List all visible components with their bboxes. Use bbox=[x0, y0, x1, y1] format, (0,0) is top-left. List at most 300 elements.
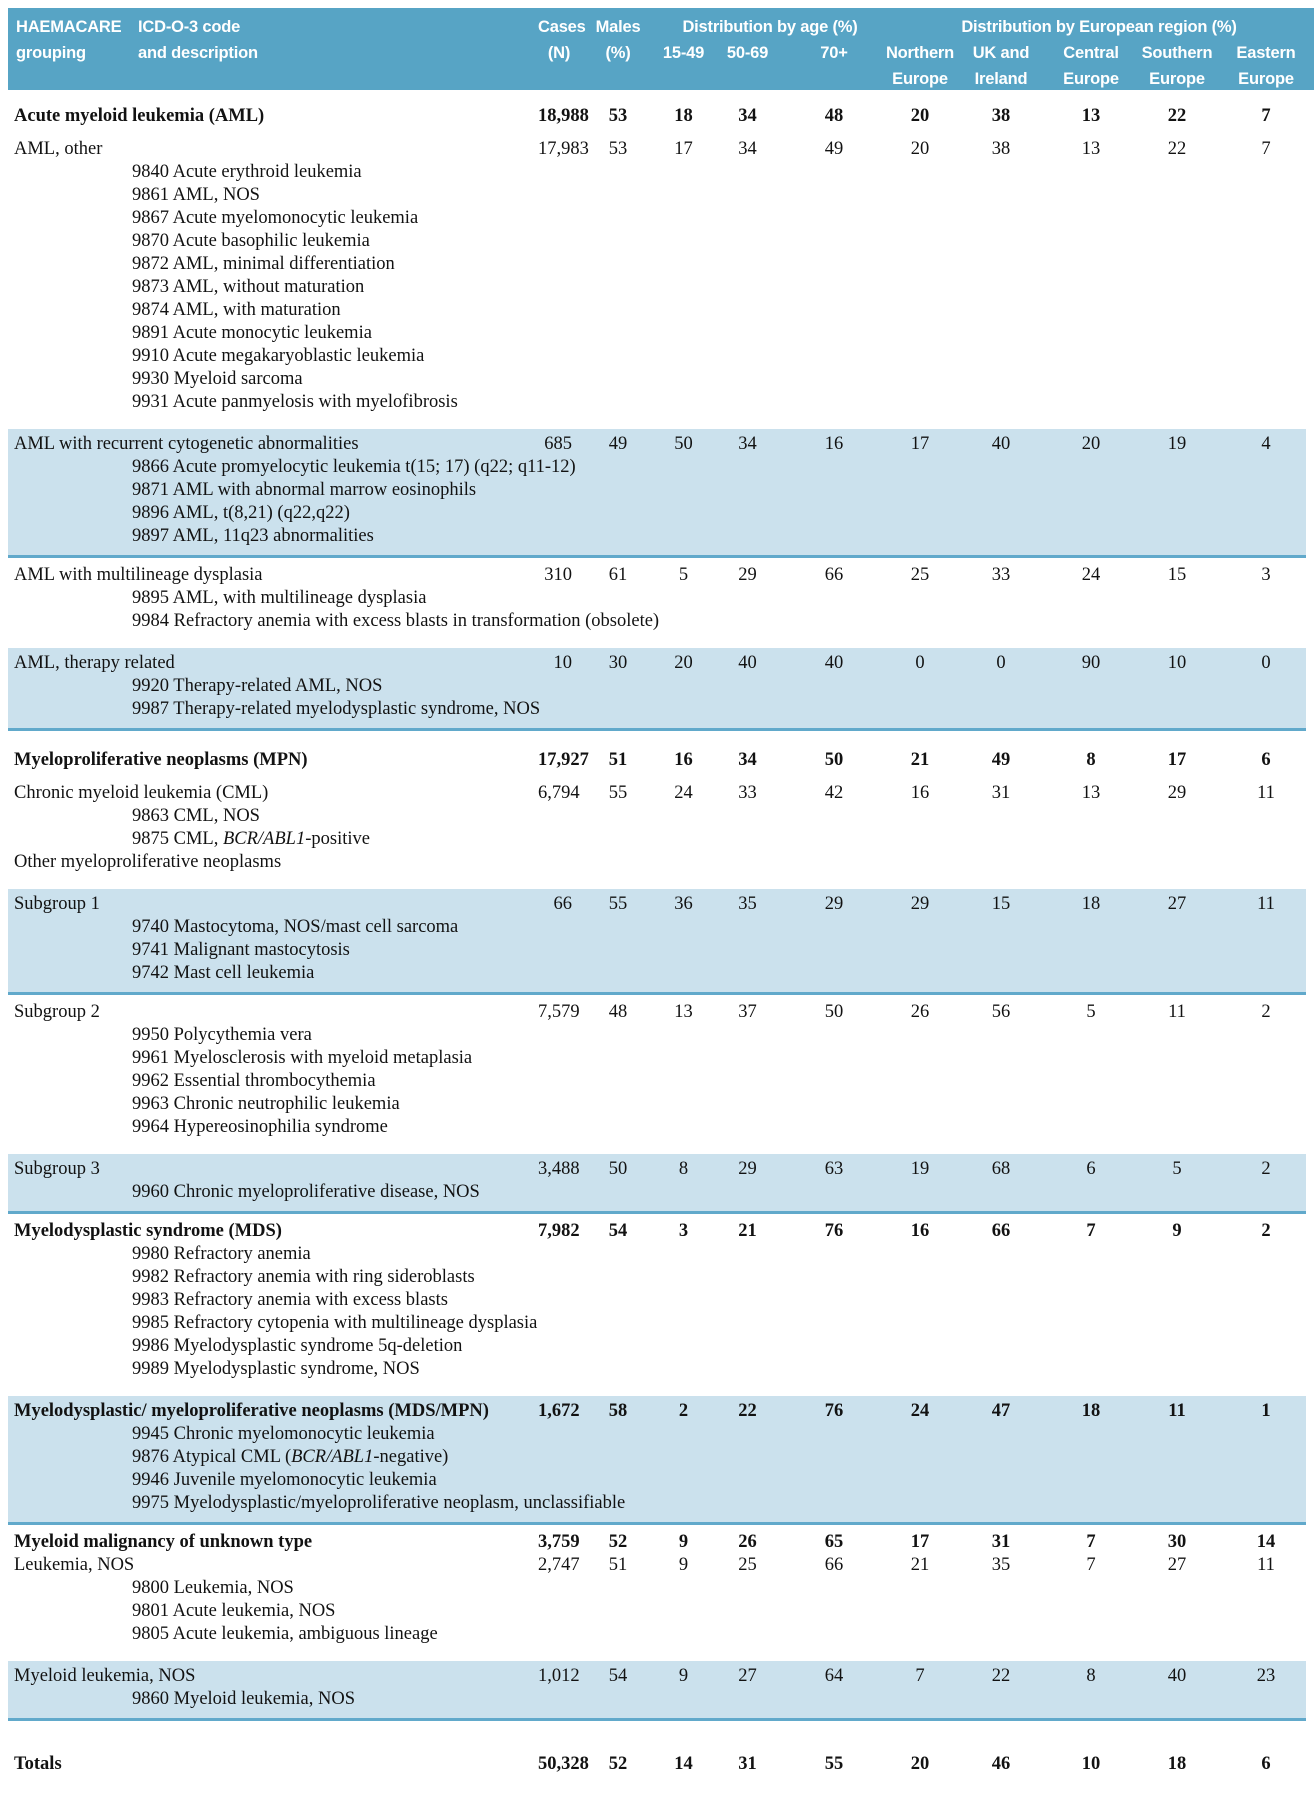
cell-southern-europe: 5 bbox=[1172, 1159, 1182, 1179]
table-row bbox=[8, 749, 1306, 772]
header-region-span-label: Distribution by European region (%) bbox=[961, 18, 1237, 36]
label-text: -negative) bbox=[373, 1447, 449, 1467]
cell-central-europe: 13 bbox=[1081, 106, 1101, 126]
row-label: AML, therapy related bbox=[14, 653, 175, 673]
highlight-band bbox=[8, 1661, 1306, 1721]
table-row bbox=[8, 1665, 1306, 1688]
icd-code-row bbox=[8, 610, 1306, 633]
cell-age-50-69: 40 bbox=[738, 653, 757, 673]
label-text: -positive bbox=[305, 829, 370, 849]
cell-age-15-49: 9 bbox=[678, 1555, 689, 1575]
cell-uk-ireland: 56 bbox=[991, 1002, 1011, 1022]
icd-code-row bbox=[8, 230, 1306, 253]
icd-code-label: 9860 Myeloid leukemia, NOS bbox=[132, 1689, 356, 1709]
cell-age-70plus: 55 bbox=[824, 1754, 844, 1774]
cell-males: 30 bbox=[608, 653, 628, 673]
cell-males: 50 bbox=[608, 1159, 628, 1179]
table-row bbox=[8, 1531, 1306, 1554]
cell-age-15-49: 13 bbox=[674, 1002, 693, 1022]
icd-code-row bbox=[8, 345, 1306, 368]
icd-code-row bbox=[8, 1070, 1306, 1093]
row-label: Subgroup 2 bbox=[14, 1002, 100, 1022]
cell-age-70plus: 64 bbox=[824, 1666, 844, 1686]
cell-uk-ireland: 38 bbox=[991, 106, 1011, 126]
icd-code-label: 9740 Mastocytoma, NOS/mast cell sarcoma bbox=[132, 917, 459, 937]
cell-southern-europe: 17 bbox=[1167, 750, 1187, 770]
cell-cases: 1,672 bbox=[538, 1401, 580, 1421]
cell-eastern-europe: 7 bbox=[1261, 139, 1271, 159]
table-row bbox=[8, 1158, 1306, 1181]
icd-code-label: 9871 AML with abnormal marrow eosinophils bbox=[132, 480, 477, 500]
header-age-15-49: 15-49 bbox=[662, 44, 705, 62]
cell-central-europe: 7 bbox=[1086, 1221, 1096, 1241]
cell-cases: 7,579 bbox=[538, 1002, 580, 1022]
icd-code-label: 9866 Acute promyelocytic leukemia t(15; 17) (q22; q11-12) bbox=[132, 457, 576, 477]
cell-age-15-49: 16 bbox=[674, 750, 693, 770]
icd-code-label: 9985 Refractory cytopenia with multilineage dysplasia bbox=[132, 1313, 538, 1333]
icd-code-row bbox=[8, 805, 1306, 828]
icd-code-row bbox=[8, 1047, 1306, 1070]
cell-uk-ireland: 66 bbox=[991, 1221, 1011, 1241]
cell-cases: 310 bbox=[544, 565, 572, 585]
cell-age-50-69: 22 bbox=[738, 1401, 757, 1421]
cell-central-europe: 18 bbox=[1081, 894, 1101, 914]
icd-code-row bbox=[8, 276, 1306, 299]
cell-northern-europe: 20 bbox=[910, 1754, 930, 1774]
cell-cases: 3,759 bbox=[538, 1532, 580, 1552]
cell-cases: 17,983 bbox=[538, 139, 589, 159]
icd-code-row bbox=[8, 1093, 1306, 1116]
cell-central-europe: 6 bbox=[1086, 1159, 1096, 1179]
icd-code-row bbox=[8, 587, 1306, 610]
icd-code-label: 9961 Myelosclerosis with myeloid metaplasia bbox=[132, 1048, 473, 1068]
table-row bbox=[8, 564, 1306, 587]
cell-uk-ireland: 35 bbox=[991, 1555, 1011, 1575]
cell-males: 51 bbox=[608, 750, 628, 770]
header-central-europe: Europe bbox=[1063, 70, 1119, 88]
cell-age-70plus: 63 bbox=[824, 1159, 844, 1179]
cell-age-15-49: 50 bbox=[674, 434, 693, 454]
header-grouping-description bbox=[8, 14, 538, 92]
cell-southern-europe: 29 bbox=[1167, 783, 1187, 803]
cell-eastern-europe: 11 bbox=[1257, 1555, 1275, 1575]
header-eastern-europe: Europe bbox=[1238, 70, 1294, 88]
icd-code-row bbox=[8, 1116, 1306, 1139]
icd-code-row bbox=[8, 253, 1306, 276]
icd-code-label: 9867 Acute myelomonocytic leukemia bbox=[132, 208, 419, 228]
icd-code-row bbox=[8, 1289, 1306, 1312]
cell-central-europe: 13 bbox=[1081, 783, 1101, 803]
cell-age-70plus: 66 bbox=[824, 565, 844, 585]
icd-code-label: 9931 Acute panmyelosis with myelofibrosis bbox=[132, 392, 458, 412]
table-row bbox=[8, 851, 1306, 874]
row-label: Myelodysplastic/ myeloproliferative neoplasms (MDS/MPN) bbox=[14, 1401, 489, 1421]
cell-northern-europe: 24 bbox=[910, 1401, 930, 1421]
cell-age-50-69: 27 bbox=[738, 1666, 757, 1686]
icd-code-label: 9986 Myelodysplastic syndrome 5q-deletion bbox=[132, 1336, 463, 1356]
icd-code-row bbox=[8, 207, 1306, 230]
table-row bbox=[8, 1753, 1306, 1776]
cell-northern-europe: 0 bbox=[915, 653, 925, 673]
icd-code-label: 9861 AML, NOS bbox=[132, 185, 260, 205]
icd-code-row bbox=[8, 1492, 1306, 1515]
icd-code-row bbox=[8, 1469, 1306, 1492]
icd-code-label: 9983 Refractory anemia with excess blasts bbox=[132, 1290, 448, 1310]
cell-eastern-europe: 1 bbox=[1261, 1401, 1271, 1421]
cell-southern-europe: 19 bbox=[1167, 434, 1187, 454]
icd-code-label: 9742 Mast cell leukemia bbox=[132, 963, 315, 983]
cell-central-europe: 90 bbox=[1081, 653, 1101, 673]
cell-age-50-69: 35 bbox=[738, 894, 757, 914]
cell-eastern-europe: 7 bbox=[1261, 106, 1271, 126]
icd-code-row bbox=[8, 502, 1306, 525]
cell-southern-europe: 30 bbox=[1167, 1532, 1187, 1552]
icd-code-row bbox=[8, 1335, 1306, 1358]
icd-code-label: 9873 AML, without maturation bbox=[132, 277, 365, 297]
cell-eastern-europe: 23 bbox=[1256, 1666, 1276, 1686]
highlight-band bbox=[8, 1154, 1306, 1214]
cell-central-europe: 20 bbox=[1081, 434, 1101, 454]
cell-uk-ireland: 49 bbox=[991, 750, 1011, 770]
cell-uk-ireland: 38 bbox=[991, 139, 1011, 159]
row-group bbox=[8, 1531, 1306, 1646]
cell-males: 61 bbox=[608, 565, 628, 585]
icd-code-label: 9801 Acute leukemia, NOS bbox=[132, 1601, 336, 1621]
cell-age-70plus: 40 bbox=[824, 653, 844, 673]
cell-age-70plus: 50 bbox=[824, 1002, 844, 1022]
cell-males: 53 bbox=[608, 139, 628, 159]
highlight-band bbox=[8, 889, 1306, 995]
row-label: Myeloid leukemia, NOS bbox=[14, 1666, 196, 1686]
icd-code-label: 9870 Acute basophilic leukemia bbox=[132, 231, 370, 251]
cell-age-15-49: 24 bbox=[674, 783, 693, 803]
cell-age-50-69: 34 bbox=[738, 434, 757, 454]
cell-age-50-69: 37 bbox=[738, 1002, 757, 1022]
cell-males: 58 bbox=[608, 1401, 628, 1421]
row-label: Leukemia, NOS bbox=[14, 1555, 135, 1575]
highlight-band bbox=[8, 1396, 1306, 1525]
highlight-band bbox=[8, 648, 1306, 731]
icd-code-label: 9863 CML, NOS bbox=[132, 806, 260, 826]
icd-code-row bbox=[8, 479, 1306, 502]
cell-age-15-49: 18 bbox=[674, 106, 693, 126]
cell-age-70plus: 50 bbox=[824, 750, 844, 770]
header-age-70plus: 70+ bbox=[820, 44, 848, 62]
icd-code-row bbox=[8, 916, 1306, 939]
icd-code-label: 9984 Refractory anemia with excess blasts in transformation (obsolete) bbox=[132, 611, 660, 631]
icd-code-row bbox=[8, 1266, 1306, 1289]
cell-uk-ireland: 40 bbox=[991, 434, 1011, 454]
header-uk-and: UK and bbox=[972, 44, 1030, 62]
cell-age-70plus: 76 bbox=[824, 1221, 844, 1241]
icd-code-label: 9962 Essential thrombocythemia bbox=[132, 1071, 376, 1091]
cell-cases: 50,328 bbox=[538, 1754, 589, 1774]
row-label: AML with multilineage dysplasia bbox=[14, 565, 263, 585]
row-label: Acute myeloid leukemia (AML) bbox=[14, 106, 265, 126]
cell-northern-europe: 25 bbox=[910, 565, 930, 585]
cell-southern-europe: 15 bbox=[1167, 565, 1187, 585]
header-age-distribution bbox=[656, 14, 884, 92]
cell-northern-europe: 20 bbox=[910, 106, 930, 126]
cell-males: 55 bbox=[608, 783, 628, 803]
cell-eastern-europe: 2 bbox=[1261, 1159, 1271, 1179]
cell-northern-europe: 20 bbox=[910, 139, 930, 159]
cell-age-15-49: 36 bbox=[674, 894, 693, 914]
label-text: 9875 CML, bbox=[132, 829, 223, 849]
icd-code-label: 9964 Hypereosinophilia syndrome bbox=[132, 1117, 388, 1137]
table-row bbox=[8, 893, 1306, 916]
header-northern-europe: Europe bbox=[892, 70, 948, 88]
cell-central-europe: 18 bbox=[1081, 1401, 1101, 1421]
icd-code-label: 9982 Refractory anemia with ring sideroblasts bbox=[132, 1267, 475, 1287]
icd-code-label: 9920 Therapy-related AML, NOS bbox=[132, 676, 383, 696]
cell-eastern-europe: 14 bbox=[1256, 1532, 1276, 1552]
cell-southern-europe: 18 bbox=[1167, 1754, 1187, 1774]
icd-code-row bbox=[8, 1577, 1306, 1600]
cell-age-70plus: 49 bbox=[824, 139, 844, 159]
icd-code-row bbox=[8, 1600, 1306, 1623]
header-haemacare: HAEMACARE bbox=[16, 18, 122, 36]
icd-code-label: 9987 Therapy-related myelodysplastic syndrome, NOS bbox=[132, 699, 541, 719]
icd-code-row bbox=[8, 1446, 1306, 1469]
cell-central-europe: 10 bbox=[1081, 1754, 1101, 1774]
header-males bbox=[580, 14, 656, 92]
icd-code-row bbox=[8, 1623, 1306, 1646]
cell-cases: 10 bbox=[553, 653, 572, 673]
cell-southern-europe: 27 bbox=[1167, 894, 1187, 914]
icd-code-label: 9989 Myelodysplastic syndrome, NOS bbox=[132, 1359, 420, 1379]
row-label: Other myeloproliferative neoplasms bbox=[14, 852, 282, 872]
cell-age-15-49: 2 bbox=[678, 1401, 689, 1421]
icd-code-label bbox=[8, 1446, 1314, 1469]
icd-code-row bbox=[8, 939, 1306, 962]
cell-northern-europe: 19 bbox=[910, 1159, 930, 1179]
cell-age-50-69: 29 bbox=[738, 565, 757, 585]
icd-code-label: 9960 Chronic myeloproliferative disease, NOS bbox=[132, 1182, 480, 1202]
cell-uk-ireland: 46 bbox=[991, 1754, 1011, 1774]
cell-age-70plus: 66 bbox=[824, 1555, 844, 1575]
header-cases bbox=[538, 14, 586, 92]
icd-code-row bbox=[8, 161, 1306, 184]
cell-northern-europe: 16 bbox=[910, 1221, 930, 1241]
cell-northern-europe: 21 bbox=[910, 750, 930, 770]
row-label: Myelodysplastic syndrome (MDS) bbox=[14, 1221, 282, 1241]
cell-uk-ireland: 31 bbox=[991, 1532, 1011, 1552]
cell-age-50-69: 26 bbox=[738, 1532, 757, 1552]
cell-southern-europe: 40 bbox=[1167, 1666, 1187, 1686]
cell-males: 52 bbox=[608, 1754, 628, 1774]
label-gene-italic: BCR/ABL1 bbox=[291, 1447, 374, 1467]
icd-code-label: 9891 Acute monocytic leukemia bbox=[132, 323, 372, 343]
cell-northern-europe: 17 bbox=[910, 1532, 930, 1552]
cell-males: 52 bbox=[608, 1532, 628, 1552]
table-row bbox=[8, 782, 1306, 805]
header-southern-europe: Europe bbox=[1149, 70, 1205, 88]
cell-age-15-49: 8 bbox=[678, 1159, 689, 1179]
cell-eastern-europe: 3 bbox=[1261, 565, 1271, 585]
table-row bbox=[8, 138, 1306, 161]
row-label: AML, other bbox=[14, 139, 103, 159]
cell-southern-europe: 10 bbox=[1167, 653, 1187, 673]
header-males-pct: (%) bbox=[605, 44, 631, 62]
icd-code-label: 9945 Chronic myelomonocytic leukemia bbox=[132, 1424, 435, 1444]
cell-age-15-49: 17 bbox=[674, 139, 693, 159]
cell-southern-europe: 9 bbox=[1172, 1221, 1182, 1241]
highlight-band bbox=[8, 429, 1306, 558]
row-label: Myeloid malignancy of unknown type bbox=[14, 1532, 313, 1552]
icd-code-label: 9840 Acute erythroid leukemia bbox=[132, 162, 362, 182]
header-eastern: Eastern bbox=[1236, 44, 1296, 62]
header-cases-label: Cases bbox=[538, 18, 586, 36]
icd-code-row bbox=[8, 1688, 1306, 1711]
cell-cases: 1,012 bbox=[538, 1666, 580, 1686]
table-row bbox=[8, 1554, 1306, 1577]
cell-northern-europe: 29 bbox=[910, 894, 930, 914]
cell-eastern-europe: 6 bbox=[1261, 1754, 1271, 1774]
cell-eastern-europe: 6 bbox=[1261, 750, 1271, 770]
icd-code-row bbox=[8, 525, 1306, 548]
icd-code-label: 9805 Acute leukemia, ambiguous lineage bbox=[132, 1624, 438, 1644]
cell-age-15-49: 20 bbox=[674, 653, 693, 673]
cell-age-15-49: 9 bbox=[678, 1666, 689, 1686]
cell-northern-europe: 17 bbox=[910, 434, 930, 454]
table-row bbox=[8, 433, 1306, 456]
cell-eastern-europe: 11 bbox=[1257, 783, 1275, 803]
table-row bbox=[8, 105, 1306, 128]
table-header bbox=[8, 8, 1314, 90]
cell-age-70plus: 65 bbox=[824, 1532, 844, 1552]
icd-code-row bbox=[8, 1423, 1306, 1446]
cell-northern-europe: 21 bbox=[910, 1555, 930, 1575]
cell-southern-europe: 11 bbox=[1168, 1401, 1186, 1421]
cell-southern-europe: 11 bbox=[1168, 1002, 1186, 1022]
cell-cases: 3,488 bbox=[538, 1159, 580, 1179]
icd-code-row bbox=[8, 184, 1306, 207]
cell-age-50-69: 29 bbox=[738, 1159, 757, 1179]
row-group bbox=[8, 1001, 1306, 1139]
header-icdo3-code: ICD-O-3 code bbox=[138, 18, 241, 36]
icd-code-label: 9800 Leukemia, NOS bbox=[132, 1578, 294, 1598]
header-grouping: grouping bbox=[16, 44, 86, 62]
cell-central-europe: 7 bbox=[1086, 1532, 1096, 1552]
icd-code-label: 9872 AML, minimal differentiation bbox=[132, 254, 395, 274]
cell-cases: 6,794 bbox=[538, 783, 580, 803]
icd-code-label: 9963 Chronic neutrophilic leukemia bbox=[132, 1094, 400, 1114]
header-age-span-label: Distribution by age (%) bbox=[682, 18, 858, 36]
cell-central-europe: 13 bbox=[1081, 139, 1101, 159]
icd-code-label: 9741 Malignant mastocytosis bbox=[132, 940, 350, 960]
icd-code-label: 9896 AML, t(8,21) (q22,q22) bbox=[132, 503, 350, 523]
cell-central-europe: 8 bbox=[1086, 750, 1096, 770]
cell-central-europe: 7 bbox=[1086, 1555, 1096, 1575]
icd-code-row bbox=[8, 1358, 1306, 1381]
icd-code-row bbox=[8, 1243, 1306, 1266]
cell-uk-ireland: 68 bbox=[991, 1159, 1011, 1179]
cell-cases: 18,988 bbox=[538, 106, 589, 126]
cell-age-15-49: 3 bbox=[678, 1221, 689, 1241]
icd-code-label: 9950 Polycythemia vera bbox=[132, 1025, 312, 1045]
icd-code-row bbox=[8, 962, 1306, 985]
label-text: 9876 Atypical CML ( bbox=[132, 1447, 292, 1467]
header-central: Central bbox=[1063, 44, 1119, 62]
cell-age-15-49: 14 bbox=[674, 1754, 693, 1774]
cell-eastern-europe: 11 bbox=[1257, 894, 1275, 914]
cell-males: 53 bbox=[608, 106, 628, 126]
icd-code-label: 9874 AML, with maturation bbox=[132, 300, 341, 320]
table-row bbox=[8, 1220, 1306, 1243]
cell-age-50-69: 31 bbox=[738, 1754, 757, 1774]
cell-cases: 2,747 bbox=[538, 1555, 580, 1575]
cell-cases: 685 bbox=[544, 434, 572, 454]
row-label: Myeloproliferative neoplasms (MPN) bbox=[14, 750, 308, 770]
cell-cases: 17,927 bbox=[538, 750, 589, 770]
icd-code-label: 9980 Refractory anemia bbox=[132, 1244, 311, 1264]
row-label: Totals bbox=[14, 1754, 62, 1774]
row-label: Subgroup 1 bbox=[14, 894, 100, 914]
header-males-label: Males bbox=[595, 18, 641, 36]
row-group bbox=[8, 564, 1306, 633]
icd-code-row bbox=[8, 675, 1306, 698]
icd-code-row bbox=[8, 698, 1306, 721]
cell-age-50-69: 34 bbox=[738, 139, 757, 159]
row-group bbox=[8, 749, 1306, 874]
row-label: Subgroup 3 bbox=[14, 1159, 100, 1179]
cell-northern-europe: 7 bbox=[915, 1666, 925, 1686]
cell-age-70plus: 42 bbox=[824, 783, 844, 803]
icd-code-row bbox=[8, 391, 1306, 414]
cell-age-15-49: 5 bbox=[678, 565, 689, 585]
icd-code-row bbox=[8, 456, 1306, 479]
cell-age-70plus: 16 bbox=[824, 434, 844, 454]
cell-uk-ireland: 0 bbox=[996, 653, 1006, 673]
cell-southern-europe: 27 bbox=[1167, 1555, 1187, 1575]
header-northern: Northern bbox=[885, 44, 955, 62]
icd-code-row bbox=[8, 1024, 1306, 1047]
cell-uk-ireland: 47 bbox=[991, 1401, 1011, 1421]
cell-northern-europe: 16 bbox=[910, 783, 930, 803]
row-label: AML with recurrent cytogenetic abnormalities bbox=[14, 434, 359, 454]
cell-age-15-49: 9 bbox=[678, 1532, 689, 1552]
icd-code-row bbox=[8, 1181, 1306, 1204]
cell-age-70plus: 29 bbox=[824, 894, 844, 914]
cell-males: 51 bbox=[608, 1555, 628, 1575]
table-row bbox=[8, 1001, 1306, 1024]
icd-code-label bbox=[8, 828, 1314, 851]
cell-cases: 7,982 bbox=[538, 1221, 580, 1241]
cell-age-50-69: 34 bbox=[738, 750, 757, 770]
label-gene-italic: BCR/ABL1 bbox=[222, 829, 306, 849]
row-group bbox=[8, 1220, 1306, 1381]
cell-southern-europe: 22 bbox=[1167, 106, 1187, 126]
row-group bbox=[8, 1753, 1306, 1776]
cell-males: 49 bbox=[608, 434, 628, 454]
cell-eastern-europe: 2 bbox=[1261, 1221, 1271, 1241]
header-age-50-69: 50-69 bbox=[726, 44, 769, 62]
cell-males: 54 bbox=[608, 1666, 628, 1686]
cell-eastern-europe: 4 bbox=[1261, 434, 1271, 454]
cell-uk-ireland: 22 bbox=[991, 1666, 1011, 1686]
cell-northern-europe: 26 bbox=[910, 1002, 930, 1022]
icd-code-row bbox=[8, 828, 1306, 851]
row-group bbox=[8, 105, 1306, 414]
row-label: Chronic myeloid leukemia (CML) bbox=[14, 783, 269, 803]
table-row bbox=[8, 652, 1306, 675]
cell-central-europe: 24 bbox=[1081, 565, 1101, 585]
cell-cases: 66 bbox=[553, 894, 572, 914]
cell-uk-ireland: 33 bbox=[991, 565, 1011, 585]
table-row bbox=[8, 1400, 1306, 1423]
header-southern: Southern bbox=[1141, 44, 1213, 62]
